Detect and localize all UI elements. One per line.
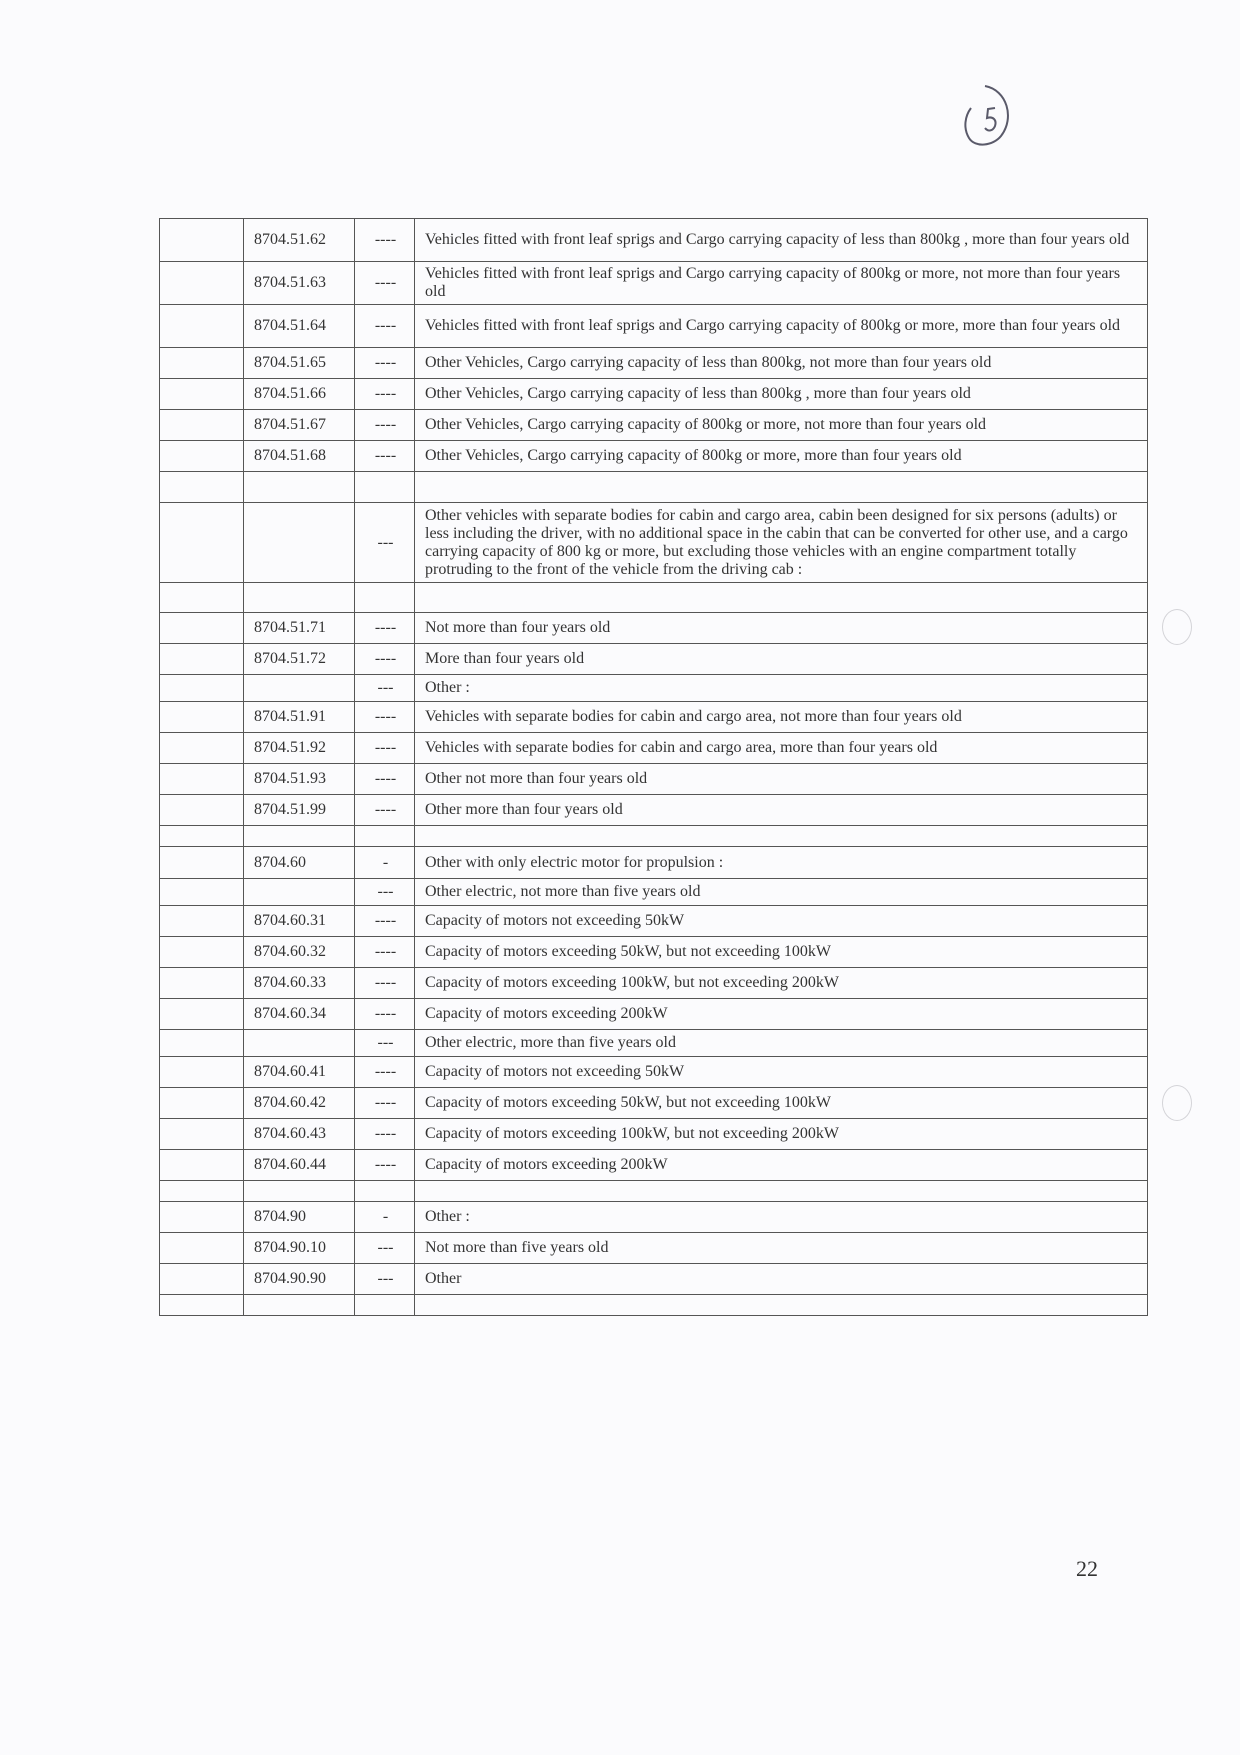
punch-hole-mark <box>1162 1085 1192 1121</box>
level-dash-cell: ---- <box>355 1150 415 1181</box>
description-cell: Capacity of motors not exceeding 50kW <box>415 1057 1148 1088</box>
level-dash-cell: ---- <box>355 1119 415 1150</box>
table-row <box>160 675 1148 702</box>
table-row <box>160 999 1148 1030</box>
hs-code-cell <box>244 472 355 503</box>
table-row <box>160 1057 1148 1088</box>
hs-code-cell: 8704.51.68 <box>244 441 355 472</box>
blank-cell <box>160 764 244 795</box>
table-row <box>160 826 1148 847</box>
table-row <box>160 1295 1148 1316</box>
description-cell: More than four years old <box>415 644 1148 675</box>
level-dash-cell: ---- <box>355 733 415 764</box>
hs-code-cell: 8704.60.31 <box>244 906 355 937</box>
hs-code-cell: 8704.51.65 <box>244 348 355 379</box>
table-row <box>160 503 1148 583</box>
hs-code-cell: 8704.60 <box>244 847 355 879</box>
description-cell: Other with only electric motor for propulsion : <box>415 847 1148 879</box>
blank-cell <box>160 305 244 348</box>
level-dash-cell: --- <box>355 503 415 583</box>
hs-code-cell: 8704.51.72 <box>244 644 355 675</box>
blank-cell <box>160 937 244 968</box>
blank-cell <box>160 906 244 937</box>
table-row <box>160 764 1148 795</box>
level-dash-cell: ---- <box>355 1057 415 1088</box>
table-row <box>160 410 1148 441</box>
blank-cell <box>160 472 244 503</box>
table-row <box>160 1088 1148 1119</box>
blank-cell <box>160 733 244 764</box>
hs-code-cell <box>244 826 355 847</box>
blank-cell <box>160 1119 244 1150</box>
punch-hole-mark <box>1162 609 1192 645</box>
table-row <box>160 219 1148 262</box>
level-dash-cell <box>355 826 415 847</box>
description-cell: Other vehicles with separate bodies for cabin and cargo area, cabin been designed for six persons (adults) or less including the driver, with no additional space in the cabin that can be converted for other use, and a cargo carrying capacity of 800 kg or more, but excluding those vehicles with an engine compartment totally protruding to the front of the vehicle from the driving cab : <box>415 503 1148 583</box>
description-cell: Vehicles with separate bodies for cabin and cargo area, more than four years old <box>415 733 1148 764</box>
description-cell: Vehicles fitted with front leaf sprigs and Cargo carrying capacity of 800kg or more, not more than four years old <box>415 262 1148 305</box>
table-row <box>160 472 1148 503</box>
table-row <box>160 702 1148 733</box>
level-dash-cell: ---- <box>355 702 415 733</box>
blank-cell <box>160 613 244 644</box>
level-dash-cell: --- <box>355 879 415 906</box>
level-dash-cell: --- <box>355 1233 415 1264</box>
blank-cell <box>160 1202 244 1233</box>
blank-cell <box>160 1264 244 1295</box>
blank-cell <box>160 644 244 675</box>
table-row <box>160 262 1148 305</box>
level-dash-cell: --- <box>355 1030 415 1057</box>
description-cell: Other : <box>415 675 1148 702</box>
tariff-table-body <box>160 219 1148 1316</box>
description-cell: Other Vehicles, Cargo carrying capacity of 800kg or more, more than four years old <box>415 441 1148 472</box>
table-row <box>160 348 1148 379</box>
hs-code-cell <box>244 1181 355 1202</box>
blank-cell <box>160 441 244 472</box>
description-cell: Other : <box>415 1202 1148 1233</box>
blank-cell <box>160 795 244 826</box>
level-dash-cell <box>355 1295 415 1316</box>
blank-cell <box>160 999 244 1030</box>
hs-code-cell: 8704.90.90 <box>244 1264 355 1295</box>
table-row <box>160 879 1148 906</box>
table-row <box>160 583 1148 613</box>
table-row <box>160 1264 1148 1295</box>
description-cell: Capacity of motors exceeding 50kW, but not exceeding 100kW <box>415 937 1148 968</box>
hs-code-cell: 8704.90 <box>244 1202 355 1233</box>
level-dash-cell: ---- <box>355 219 415 262</box>
level-dash-cell <box>355 583 415 613</box>
blank-cell <box>160 847 244 879</box>
level-dash-cell <box>355 1181 415 1202</box>
blank-cell <box>160 702 244 733</box>
description-cell: Other <box>415 1264 1148 1295</box>
blank-cell <box>160 968 244 999</box>
level-dash-cell: --- <box>355 675 415 702</box>
level-dash-cell: ---- <box>355 937 415 968</box>
level-dash-cell: - <box>355 847 415 879</box>
blank-cell <box>160 348 244 379</box>
blank-cell <box>160 1057 244 1088</box>
hs-code-cell: 8704.51.99 <box>244 795 355 826</box>
description-cell: Other Vehicles, Cargo carrying capacity of 800kg or more, not more than four years old <box>415 410 1148 441</box>
hs-code-cell: 8704.51.71 <box>244 613 355 644</box>
description-cell: Capacity of motors exceeding 50kW, but not exceeding 100kW <box>415 1088 1148 1119</box>
table-row <box>160 441 1148 472</box>
blank-cell <box>160 262 244 305</box>
table-row <box>160 795 1148 826</box>
hs-code-cell: 8704.60.44 <box>244 1150 355 1181</box>
level-dash-cell: --- <box>355 1264 415 1295</box>
table-row <box>160 305 1148 348</box>
blank-cell <box>160 1030 244 1057</box>
table-row <box>160 379 1148 410</box>
blank-cell <box>160 219 244 262</box>
blank-cell <box>160 1150 244 1181</box>
level-dash-cell: ---- <box>355 410 415 441</box>
hs-code-cell <box>244 675 355 702</box>
description-cell <box>415 826 1148 847</box>
table-row <box>160 1202 1148 1233</box>
description-cell: Other Vehicles, Cargo carrying capacity of less than 800kg , more than four years old <box>415 379 1148 410</box>
level-dash-cell <box>355 472 415 503</box>
hs-code-cell <box>244 503 355 583</box>
description-cell: Not more than four years old <box>415 613 1148 644</box>
description-cell: Capacity of motors exceeding 200kW <box>415 1150 1148 1181</box>
hs-code-cell <box>244 879 355 906</box>
description-cell: Other not more than four years old <box>415 764 1148 795</box>
description-cell <box>415 472 1148 503</box>
description-cell: Capacity of motors exceeding 100kW, but not exceeding 200kW <box>415 1119 1148 1150</box>
hs-code-cell <box>244 1295 355 1316</box>
hs-code-cell: 8704.51.66 <box>244 379 355 410</box>
hs-code-cell: 8704.51.62 <box>244 219 355 262</box>
table-row <box>160 644 1148 675</box>
blank-cell <box>160 1295 244 1316</box>
blank-cell <box>160 826 244 847</box>
level-dash-cell: ---- <box>355 906 415 937</box>
description-cell <box>415 1181 1148 1202</box>
handwritten-page-mark <box>955 78 1025 158</box>
description-cell: Other electric, more than five years old <box>415 1030 1148 1057</box>
blank-cell <box>160 503 244 583</box>
description-cell: Other Vehicles, Cargo carrying capacity of less than 800kg, not more than four years old <box>415 348 1148 379</box>
hs-code-cell: 8704.51.92 <box>244 733 355 764</box>
blank-cell <box>160 583 244 613</box>
table-row <box>160 1119 1148 1150</box>
description-cell: Capacity of motors exceeding 100kW, but not exceeding 200kW <box>415 968 1148 999</box>
level-dash-cell: ---- <box>355 613 415 644</box>
description-cell: Capacity of motors exceeding 200kW <box>415 999 1148 1030</box>
table-row <box>160 1150 1148 1181</box>
blank-cell <box>160 1088 244 1119</box>
hs-code-cell: 8704.60.41 <box>244 1057 355 1088</box>
description-cell <box>415 1295 1148 1316</box>
description-cell: Other more than four years old <box>415 795 1148 826</box>
table-row <box>160 1181 1148 1202</box>
hs-code-cell: 8704.51.67 <box>244 410 355 441</box>
table-row <box>160 937 1148 968</box>
blank-cell <box>160 1181 244 1202</box>
blank-cell <box>160 879 244 906</box>
hs-code-cell: 8704.51.63 <box>244 262 355 305</box>
hs-code-cell <box>244 1030 355 1057</box>
level-dash-cell: ---- <box>355 795 415 826</box>
level-dash-cell: ---- <box>355 999 415 1030</box>
description-cell <box>415 583 1148 613</box>
blank-cell <box>160 1233 244 1264</box>
table-row <box>160 847 1148 879</box>
hs-code-cell: 8704.51.93 <box>244 764 355 795</box>
hs-code-cell: 8704.60.34 <box>244 999 355 1030</box>
table-row <box>160 1233 1148 1264</box>
table-row <box>160 906 1148 937</box>
blank-cell <box>160 410 244 441</box>
description-cell: Vehicles fitted with front leaf sprigs and Cargo carrying capacity of 800kg or more, more than four years old <box>415 305 1148 348</box>
table-row <box>160 733 1148 764</box>
level-dash-cell: ---- <box>355 441 415 472</box>
description-cell: Not more than five years old <box>415 1233 1148 1264</box>
description-cell: Vehicles fitted with front leaf sprigs and Cargo carrying capacity of less than 800kg , more than four years old <box>415 219 1148 262</box>
blank-cell <box>160 379 244 410</box>
hs-code-cell: 8704.60.32 <box>244 937 355 968</box>
level-dash-cell: ---- <box>355 305 415 348</box>
hs-code-cell <box>244 583 355 613</box>
table-row <box>160 1030 1148 1057</box>
hs-code-cell: 8704.60.33 <box>244 968 355 999</box>
table-row <box>160 968 1148 999</box>
hs-code-cell: 8704.60.43 <box>244 1119 355 1150</box>
level-dash-cell: ---- <box>355 764 415 795</box>
description-cell: Vehicles with separate bodies for cabin and cargo area, not more than four years old <box>415 702 1148 733</box>
hs-code-cell: 8704.60.42 <box>244 1088 355 1119</box>
level-dash-cell: ---- <box>355 262 415 305</box>
hs-code-cell: 8704.90.10 <box>244 1233 355 1264</box>
level-dash-cell: ---- <box>355 644 415 675</box>
hs-code-cell: 8704.51.64 <box>244 305 355 348</box>
description-cell: Capacity of motors not exceeding 50kW <box>415 906 1148 937</box>
level-dash-cell: ---- <box>355 348 415 379</box>
hs-code-cell: 8704.51.91 <box>244 702 355 733</box>
tariff-table <box>159 218 1148 1316</box>
level-dash-cell: ---- <box>355 968 415 999</box>
level-dash-cell: ---- <box>355 1088 415 1119</box>
table-row <box>160 613 1148 644</box>
description-cell: Other electric, not more than five years old <box>415 879 1148 906</box>
page-number: 22 <box>1076 1556 1098 1581</box>
blank-cell <box>160 675 244 702</box>
level-dash-cell: - <box>355 1202 415 1233</box>
level-dash-cell: ---- <box>355 379 415 410</box>
